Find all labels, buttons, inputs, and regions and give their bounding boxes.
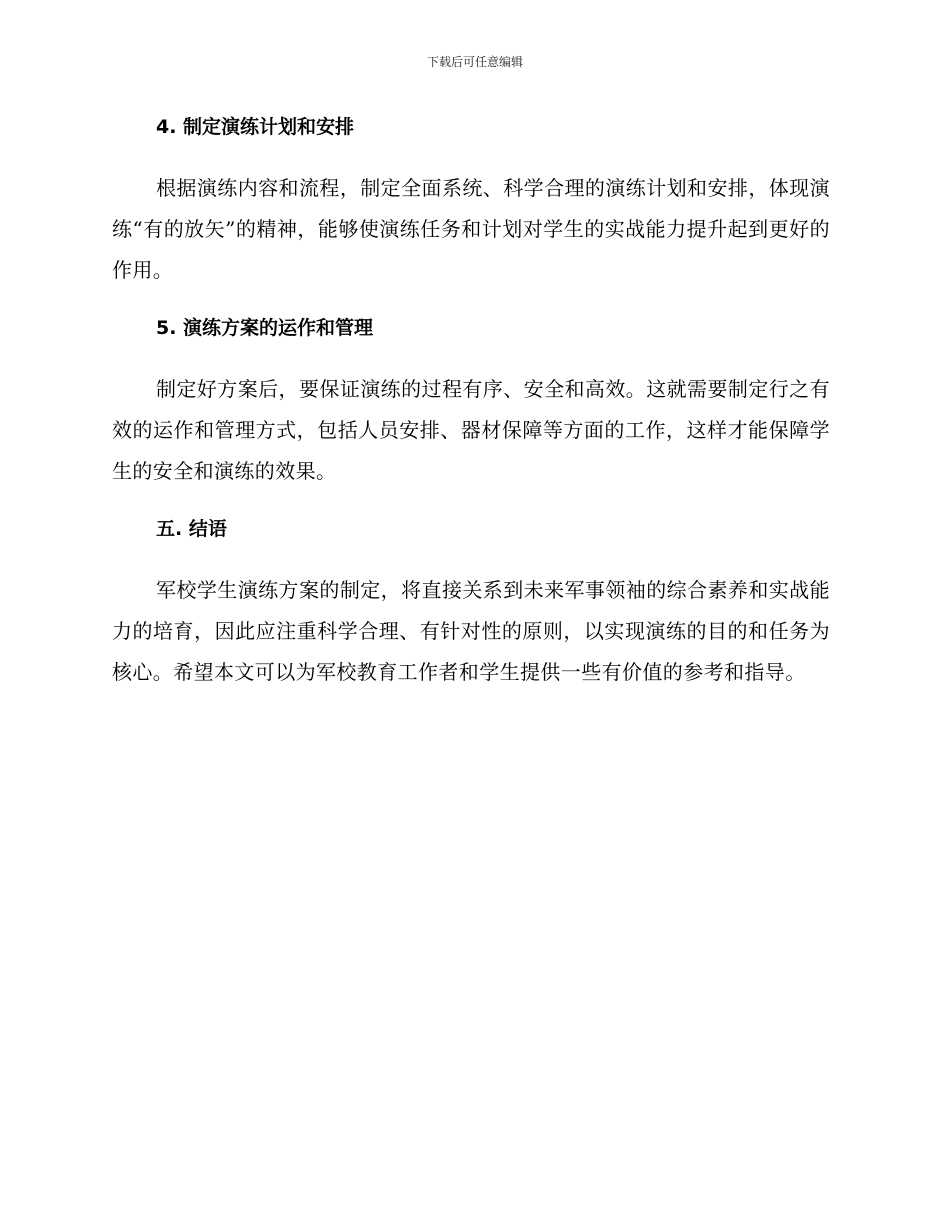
section-heading: 4. 制定演练计划和安排 xyxy=(156,116,355,138)
section-paragraph: 军校学生演练方案的制定，将直接关系到未来军事领袖的综合素养和实战能力的培育，因此应注重科学合理、有针对性的原则，以实现演练的目的和任务为核心。希望本文可以为军校教育工作者和学生提供一些有价值的参考和指导。 xyxy=(112,578,830,684)
section-heading: 五. 结语 xyxy=(156,518,227,540)
section-heading: 5. 演练方案的运作和管理 xyxy=(156,317,374,339)
section-paragraph: 制定好方案后，要保证演练的过程有序、安全和高效。这就需要制定行之有效的运作和管理方式，包括人员安排、器材保障等方面的工作，这样才能保障学生的安全和演练的效果。 xyxy=(112,377,830,483)
page-header: 下载后可任意编辑 xyxy=(426,55,523,69)
section-paragraph: 根据演练内容和流程，制定全面系统、科学合理的演练计划和安排，体现演练“有的放矢”的精神，能够使演练任务和计划对学生的实战能力提升起到更好的作用。 xyxy=(112,176,830,282)
document-body xyxy=(112,112,830,693)
